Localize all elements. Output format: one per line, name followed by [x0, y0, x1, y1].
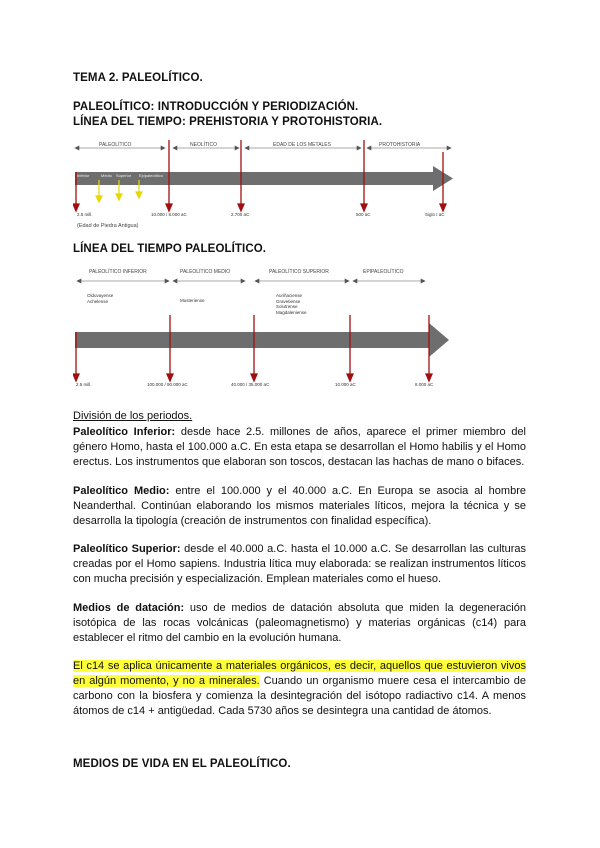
t2-period-inferior: PALEOLÍTICO INFERIOR	[89, 269, 147, 275]
timeline-paleolitico-svg	[73, 260, 456, 395]
t2-cultures-medio	[180, 298, 205, 304]
t1-period-protohistoria: PROTOHISTORIA	[379, 142, 421, 148]
paragraph-medios-datacion	[73, 601, 526, 646]
t2-culture: Musteriense	[180, 298, 205, 303]
timeline-paleolitico-image	[73, 260, 456, 395]
para-term: Paleolítico Inferior:	[73, 426, 176, 438]
paragraph-paleolitico-medio	[73, 484, 526, 529]
t1-date-3: 500 aC	[356, 212, 371, 217]
heading-tema: TEMA 2. PALEOLÍTICO.	[73, 72, 203, 84]
heading-intro: PALEOLÍTICO: INTRODUCCIÓN Y PERIODIZACIÓN.	[73, 101, 359, 113]
t2-culture: Olduvayense	[87, 293, 114, 298]
t2-date-1: 100.000 / 90.000 aC	[147, 382, 188, 387]
para-term: Medios de datación:	[73, 602, 185, 614]
t2-culture: Gravetiense	[276, 298, 301, 304]
t2-date-3: 10.000 aC	[335, 382, 356, 387]
para-text: uso de medios de datación absoluta que miden la degeneración isotópica de las rocas volcánicas (paleomagnetismo) y materias orgánicas (c14) para establecer el ritmo del cambio en la evolución humana.	[73, 602, 526, 644]
t1-date-4: Siglo I aC	[425, 212, 445, 217]
para-term: Paleolítico Superior:	[73, 543, 181, 555]
t2-cultures-inferior	[87, 293, 113, 304]
t2-date-0: 2.5 mill.	[76, 382, 92, 387]
paragraph-paleolitico-superior	[73, 542, 526, 587]
t1-period-neolitico: NEOLÍTICO	[190, 142, 217, 148]
t2-period-superior: PALEOLÍTICO SUPERIOR	[269, 269, 329, 275]
t1-period-metales: EDAD DE LOS METALES	[273, 142, 331, 148]
t2-period-epipaleolitico: EPIPALEOLÍTICO	[363, 269, 404, 275]
t1-period-paleolitico: PALEOLÍTICO	[99, 142, 132, 148]
t2-cultures-superior	[276, 293, 307, 315]
highlighted-text: El c14 se aplica únicamente a materiales orgánicos, es decir, aquellos que estuvieron vivos en algún momento, y no a minerales.	[73, 660, 526, 687]
t2-period-medio: PALEOLÍTICO MEDIO	[180, 269, 231, 275]
division-title: División de los periodos.	[73, 410, 193, 422]
t1-sub-epipaleolitico: Epipaleolítico	[139, 173, 163, 178]
t1-sub-inferior: Inferior	[77, 173, 90, 178]
heading-medios-vida: MEDIOS DE VIDA EN EL PALEOLÍTICO.	[73, 758, 291, 770]
para-text: desde el 40.000 a.C. hasta el 10.000 a.C. Se desarrollan las culturas creadas por el Homo sapiens. Industria lítica muy elaborada: se realizan instrumentos líticos con mucha precisión y especialización. Emplean materiales como el hueso.	[73, 543, 527, 585]
para-text: desde hace 2.5. millones de años, aparece el primer miembro del género Homo, hasta el 100.000 a.C. En esta etapa se desarrollan el Homo habilis y el Homo erectus. Los instrumentos que elaboran son toscos, destacan las hachas de mano o bifaces.	[73, 426, 526, 468]
t1-date-0: 2.5 mill.	[77, 212, 93, 217]
t2-culture: Magdaleniense	[276, 309, 307, 315]
t1-note: (Edad de Piedra Antigua)	[77, 223, 139, 229]
paragraph-paleolitico-inferior	[73, 425, 526, 470]
paragraph-c14	[73, 659, 526, 719]
t1-sub-medio: Medio	[101, 173, 112, 178]
t2-culture: Auriñaciense	[276, 293, 303, 298]
para-text: entre el 100.000 y el 40.000 a.C. En Europa se asocia al hombre Neanderthal. Continúan elaborando los mismos materiales líticos, mejora la técnica y se desarrolla la tipología (creación de instrumentos con finalidad específica).	[73, 485, 526, 527]
timeline-2-bar	[75, 332, 431, 348]
timeline-2-arrowhead	[429, 323, 449, 357]
t1-date-2: 2.700 aC	[231, 212, 250, 217]
t1-sub-superior: Superior	[116, 173, 132, 178]
t2-culture: Achelense	[87, 298, 109, 304]
para-term: Paleolítico Medio:	[73, 485, 170, 497]
t1-date-1: 10.000 / 8.000 aC	[151, 212, 187, 217]
t2-culture: Solutrense	[276, 304, 298, 309]
heading-timeline-1: LÍNEA DEL TIEMPO: PREHISTORIA Y PROTOHISTORIA.	[73, 116, 383, 128]
heading-timeline-2: LÍNEA DEL TIEMPO PALEOLÍTICO.	[73, 243, 267, 255]
timeline-prehistory-image	[73, 132, 457, 237]
t2-date-2: 40.000 / 35.000 aC	[231, 382, 270, 387]
para-text: Cuando un organismo muere cesa el intercambio de carbono con la biosfera y comienza la desintegración del isótopo radiactivo c14. A menos átomos de c14 + antigüedad. Cada 5730 años se desintegra una cantidad de átomos.	[73, 675, 526, 717]
t2-date-4: 8.000 aC	[415, 382, 434, 387]
